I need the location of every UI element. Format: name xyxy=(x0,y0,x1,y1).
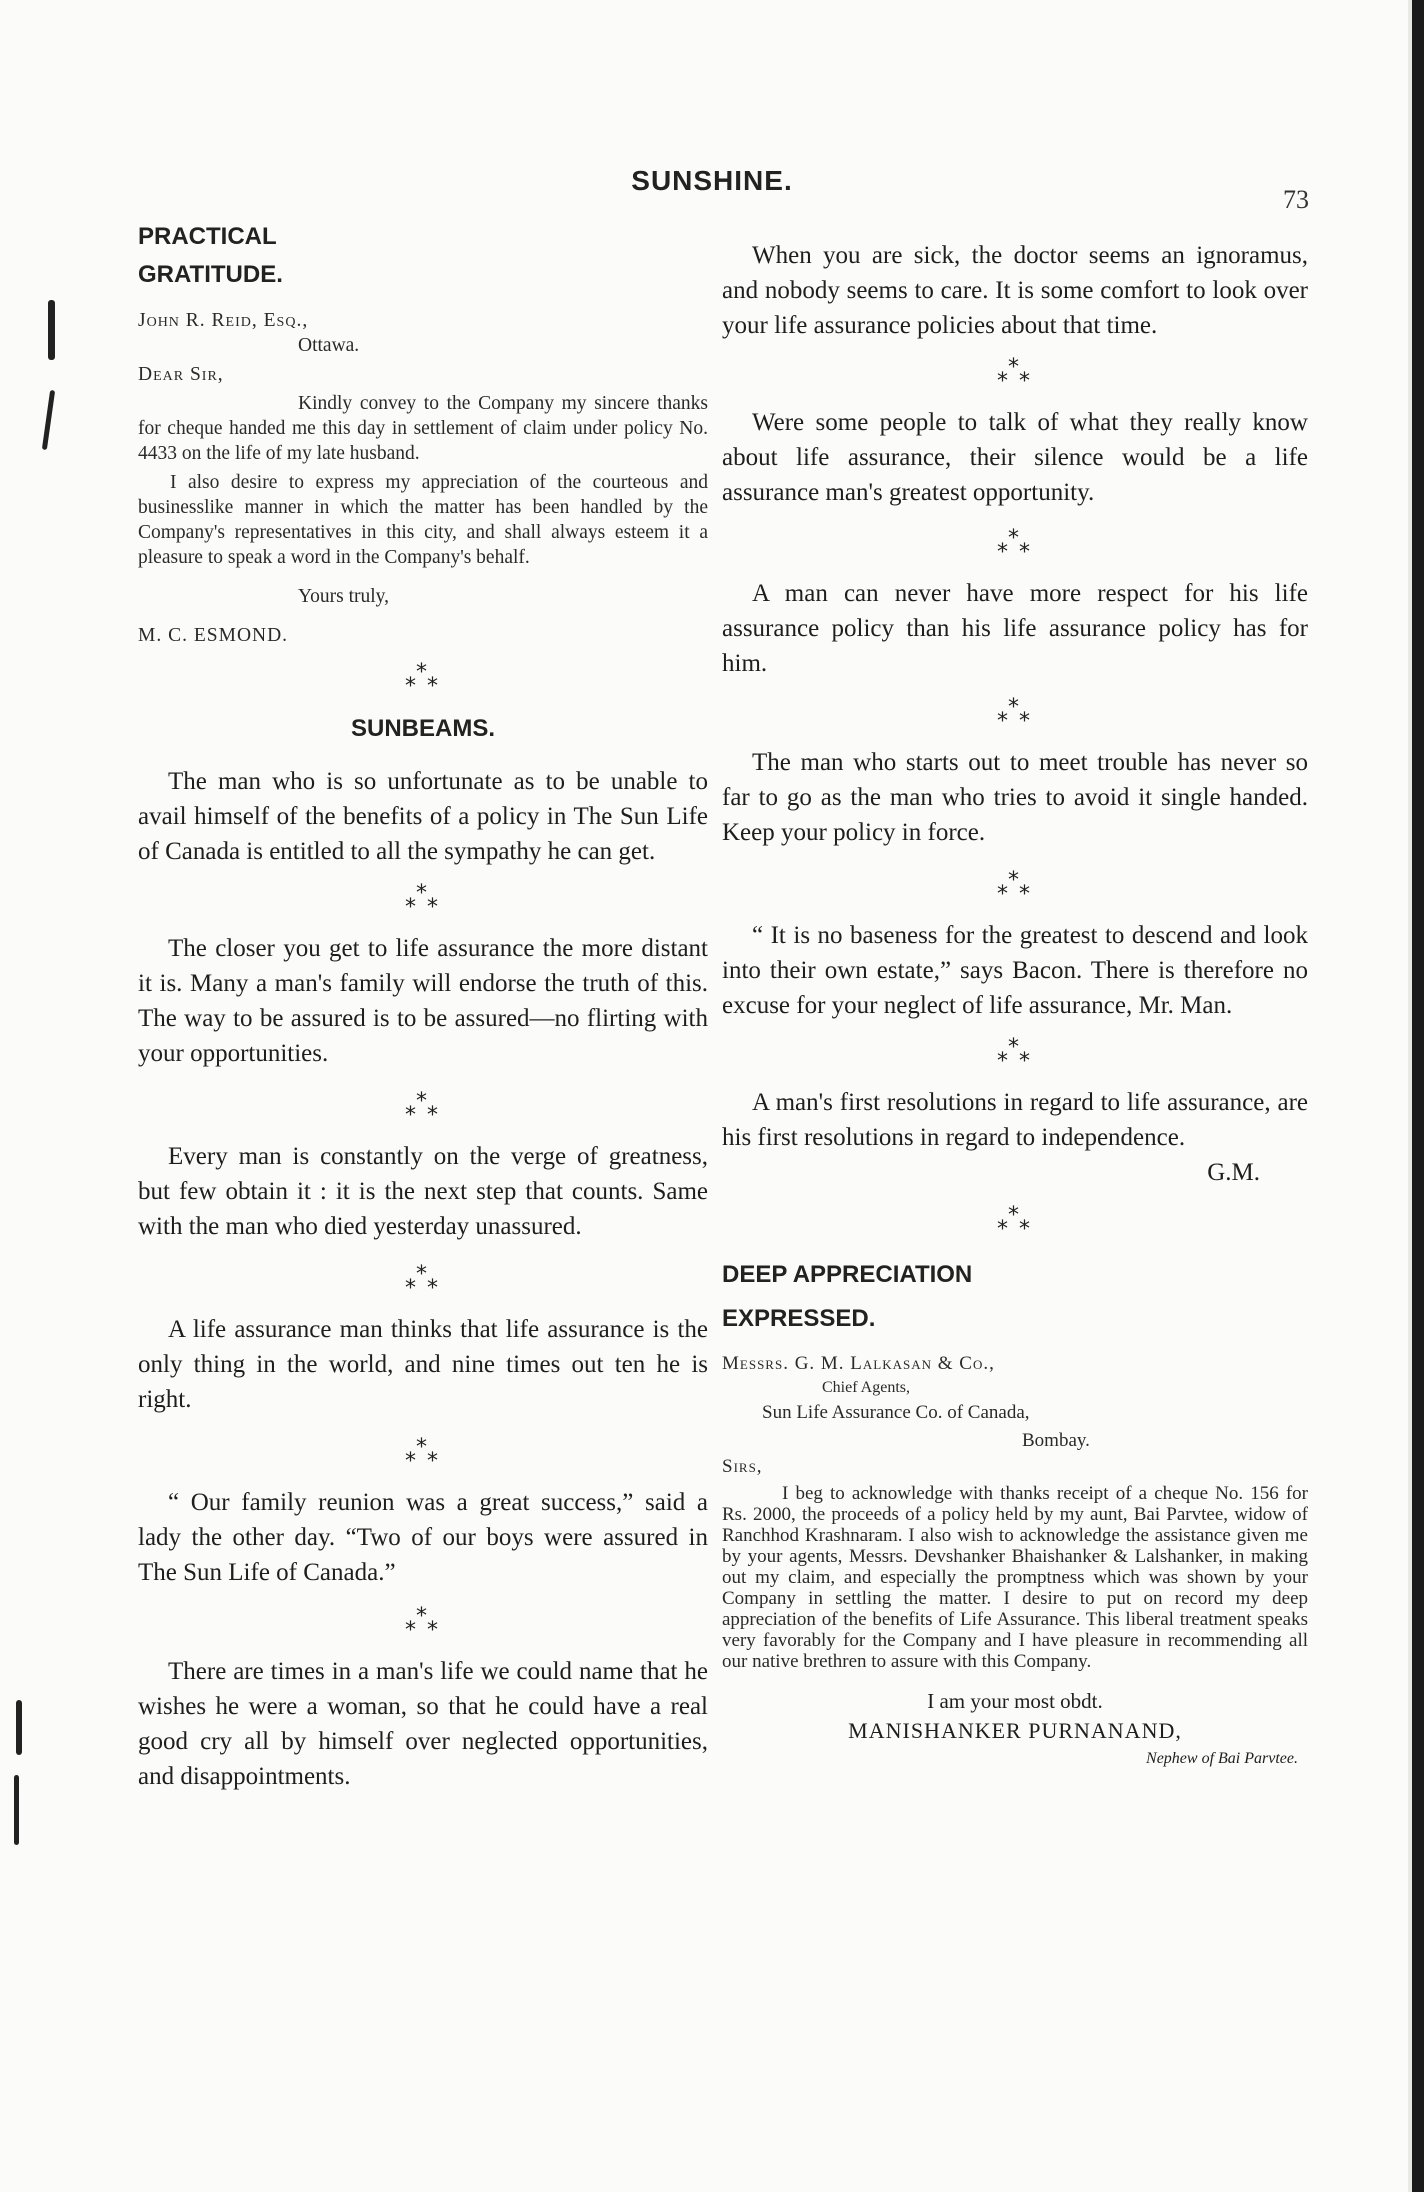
sunbeam-paragraph: The closer you get to life assurance the more distant it is. Many a man's family will endorse the truth of this. The way to be assured is to be assured—no flirting with your opportunities. xyxy=(138,935,708,1067)
letter-body-1: Kindly convey to the Company my sincere thanks for cheque handed me this day in settlement of claim under policy No. 4433 on the life of my late husband. xyxy=(138,393,708,464)
sunbeam-paragraph: “ It is no baseness for the greatest to descend and look into their own estate,” says Bacon. There is therefore no excuse for your neglect of life assurance, Mr. Man. xyxy=(722,922,1308,1019)
scan-mark-left-3 xyxy=(16,1700,22,1755)
sunbeam-paragraph: There are times in a man's life we could name that he wishes he were a woman, so that he could have a real good cry all by himself over neglected opportunities, and disappointments. xyxy=(138,1658,708,1790)
separator-asterism: * * * xyxy=(997,695,1030,734)
letter-signature: MANISHANKER PURNANAND, xyxy=(848,1718,1182,1743)
sunbeam-paragraph: Every man is constantly on the verge of greatness, but few obtain it : it is the next step that counts. Same with the man who died yesterday unassured. xyxy=(138,1143,708,1240)
separator-asterism: * * * xyxy=(405,1089,438,1128)
practical-gratitude-title-line2: GRATITUDE. xyxy=(138,261,283,288)
sunbeam-paragraph: Were some people to talk of what they really know about life assurance, their silence would be a life assurance man's greatest opportunity. xyxy=(722,409,1308,506)
sunbeam-paragraph: “ Our family reunion was a great success,” said a lady the other day. “Two of our boys were assured in The Sun Life of Canada.” xyxy=(138,1489,708,1586)
separator-asterism: * * * xyxy=(997,355,1030,394)
letter-city: Ottawa. xyxy=(298,335,360,356)
letter-salutation: Dear Sir, xyxy=(138,364,224,385)
appreciation-letter xyxy=(722,1351,1308,1672)
scan-mark-left-1 xyxy=(48,300,55,360)
gm-signature: G.M. xyxy=(1207,1159,1260,1186)
scan-mark-left-2 xyxy=(42,390,55,450)
letter-addressee: Messrs. G. M. Lalkasan & Co., xyxy=(722,1353,995,1374)
separator-asterism: * * * xyxy=(405,881,438,920)
separator-asterism: * * * xyxy=(405,660,438,699)
sunbeam-paragraph: When you are sick, the doctor seems an ignoramus, and nobody seems to care. It is some comfort to look over your life assurance policies about that time. xyxy=(722,242,1308,339)
separator-asterism: * * * xyxy=(405,1262,438,1301)
letter-closing: Yours truly, xyxy=(298,586,390,607)
separator-asterism: * * * xyxy=(997,1035,1030,1074)
left-column xyxy=(138,218,708,1794)
letter-body: I beg to acknowledge with thanks receipt of a cheque No. 156 for Rs. 2000, the proceeds of a policy held by my aunt, Bai Parvtee, widow of Ranchhod Krashnaram. I also wish to acknowledge the assistance given me by your agents, Messrs. Devshanker Bhaishanker & Lalshanker, in making out my claim, and especially the promptness which was shown by your Company in settling the matter. I desire to put on record my deep appreciation of the benefits of Life Assurance. This liberal treatment speaks very favorably for the Company and I have pleasure in recommending all our native brethren to assure with this Company. xyxy=(722,1483,1308,1672)
sunbeam-paragraph: The man who starts out to meet trouble has never so far to go as the man who tries to avoid it single handed. Keep your policy in force. xyxy=(722,749,1308,846)
sunbeams-paragraphs xyxy=(138,764,708,1794)
letter-addressee: John R. Reid, Esq., xyxy=(138,310,309,331)
letter-signature-note: Nephew of Bai Parvtee. xyxy=(1146,1750,1298,1767)
letter-role: Chief Agents, xyxy=(822,1379,910,1396)
right-column xyxy=(722,238,1308,1772)
letter-signature: M. C. ESMOND. xyxy=(138,625,289,646)
right-paragraphs xyxy=(722,238,1308,1155)
sunbeams-title: SUNBEAMS. xyxy=(350,715,495,742)
practical-gratitude-title-line1: PRACTICAL xyxy=(138,223,277,250)
separator-asterism: * * * xyxy=(997,1203,1030,1242)
sunbeam-paragraph: The man who is so unfortunate as to be unable to avail himself of the benefits of a policy in The Sun Life of Canada is entitled to all the sympathy he can get. xyxy=(138,768,708,865)
sunbeam-paragraph: A man can never have more respect for his life assurance policy than his life assurance policy has for him. xyxy=(722,580,1308,677)
letter-closing: I am your most obdt. xyxy=(927,1689,1103,1713)
page-number: 73 xyxy=(1283,185,1309,214)
sunbeam-paragraph: A life assurance man thinks that life assurance is the only thing in the world, and nine times out ten he is right. xyxy=(138,1316,708,1413)
letter-salutation: Sirs, xyxy=(722,1456,763,1477)
scan-mark-left-4 xyxy=(14,1775,19,1845)
deep-appreciation-title-line2: EXPRESSED. xyxy=(722,1305,876,1332)
letter-body-2: I also desire to express my appreciation of the courteous and businesslike manner in which the matter has been handled by the Company's representatives in this city, and shall always esteem it a pleasure to speak a word in the Company's behalf. xyxy=(138,472,708,568)
running-head: SUNSHINE. xyxy=(631,165,793,196)
sunbeam-paragraph: A man's first resolutions in regard to life assurance, are his first resolutions in regard to independence. xyxy=(722,1089,1308,1151)
separator-asterism: * * * xyxy=(405,1435,438,1474)
letter-city: Bombay. xyxy=(1022,1430,1090,1451)
separator-asterism: * * * xyxy=(997,868,1030,907)
letter-company: Sun Life Assurance Co. of Canada, xyxy=(762,1402,1030,1423)
deep-appreciation-title-line1: DEEP APPRECIATION xyxy=(722,1261,973,1288)
gratitude-letter xyxy=(138,308,708,648)
separator-asterism: * * * xyxy=(405,1604,438,1643)
separator-asterism: * * * xyxy=(997,526,1030,565)
